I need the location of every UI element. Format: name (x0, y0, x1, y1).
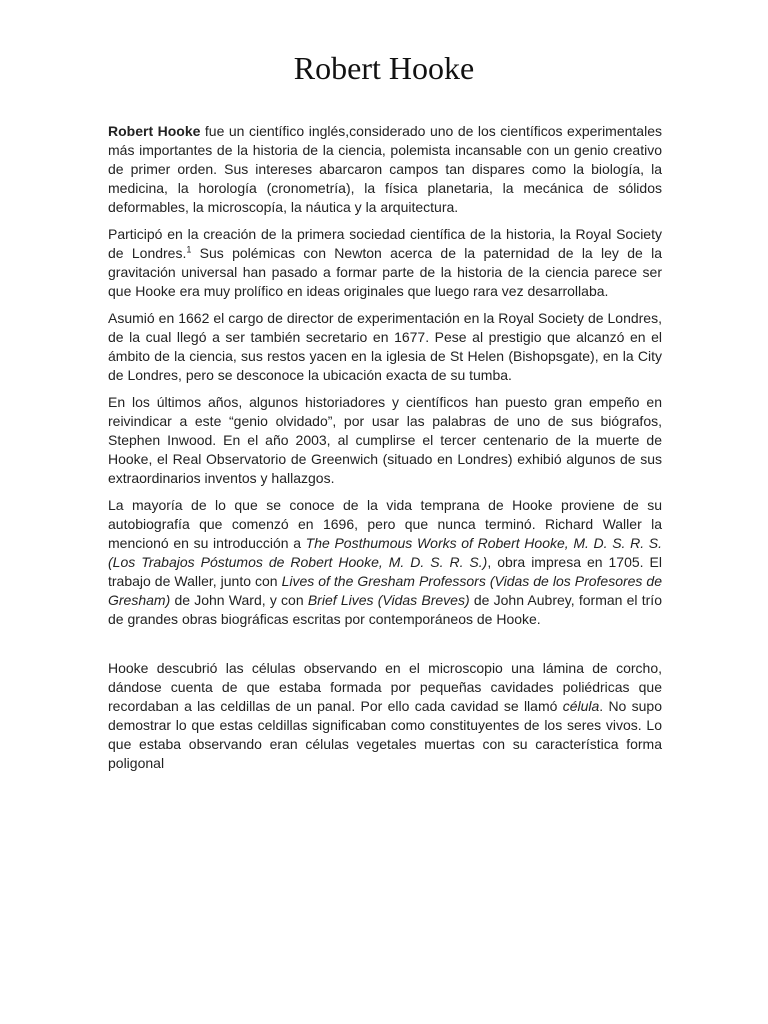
paragraph-legacy: En los últimos años, algunos historiadores y científicos han puesto gran empeño en reivindicar a este “genio olvidado”, por usar las palabras de uno de sus biógrafos, Stephen Inwood. En el año 2003, al cumplirse el tercer centenario de la muerte de Hooke, el Real Observatorio de Greenwich (situado en Londres) exhibió algunos de sus extraordinarios inventos y hallazgos. (108, 394, 662, 486)
paragraph-biographies-text-d: de John Aubrey, forman el trío de grandes obras biográficas escritas por contemporáneos de Hooke. (108, 592, 662, 627)
book-title-brief-lives: Brief Lives (Vidas Breves) (307, 592, 470, 608)
paragraph-intro-text: fue un científico inglés,considerado uno de los científicos experimentales más importantes de la historia de la ciencia, polemista incansable con un genio creativo de primer orden. Sus intereses abarcaron campos tan dispares como la biología, la medicina, la horología (cronometría), la física planetaria, la mecánica de sólidos deformables, la microscopía, la náutica y la arquitectura. (108, 123, 662, 215)
book-title-posthumous-works: The Posthumous Works of Robert Hooke, M. D. S. R. S. (Los Trabajos Póstumos de Robert Hooke, M. D. S. R. S.) (108, 535, 662, 570)
paragraph-biographies-text-b: , obra impresa en 1705. El trabajo de Waller, junto con (108, 554, 662, 589)
term-celula: célula (562, 698, 600, 714)
paragraph-cells-text-a: Hooke descubrió las células observando en el microscopio una lámina de corcho, dándose cuenta de que estaba formada por pequeñas cavidades poliédricas que recordaban a las celdillas de un panal. Por ello cada cavidad se llamó (108, 660, 662, 714)
paragraph-royal-society (108, 225, 662, 301)
paragraph-biographies-text-a: La mayoría de lo que se conoce de la vida temprana de Hooke proviene de su autobiografía que comenzó en 1696, pero que nunca terminó. Richard Waller la mencionó en su introducción a (108, 497, 662, 551)
paragraph-biographies (108, 496, 662, 629)
book-title-gresham-professors: Lives of the Gresham Professors (Vidas de los Profesores de Gresham) (108, 573, 662, 608)
paragraph-royal-society-text-b: Sus polémicas con Newton acerca de la paternidad de la ley de la gravitación universal han pasado a formar parte de la historia de la ciencia parece ser que Hooke era muy prolífico en ideas originales que luego rara vez desarrollaba. (108, 245, 662, 299)
paragraph-cells-text-b: . No supo demostrar lo que estas celdillas significaban como constituyentes de los seres vivos. Lo que estaba observando eran células vegetales muertas con su característica forma poligonal (108, 698, 662, 771)
subject-name: Robert Hooke (108, 123, 201, 139)
paragraph-biographies-text-c: de John Ward, y con (170, 592, 308, 608)
paragraph-cells (108, 659, 662, 773)
page-title: Robert Hooke (293, 50, 475, 86)
document-body (108, 122, 662, 781)
footnote-ref[interactable]: 1 (186, 244, 192, 255)
paragraph-intro (108, 122, 662, 217)
paragraph-career: Asumió en 1662 el cargo de director de experimentación en la Royal Society de Londres, de la cual llegó a ser también secretario en 1677. Pese al prestigio que alcanzó en el ámbito de la ciencia, sus restos yacen en la iglesia de St Helen (Bishopsgate), en la City de Londres, pero se desconoce la ubicación exacta de su tumba. (108, 310, 662, 383)
paragraph-royal-society-text-a: Participó en la creación de la primera sociedad científica de la historia, la Royal Society de Londres. (108, 226, 662, 261)
